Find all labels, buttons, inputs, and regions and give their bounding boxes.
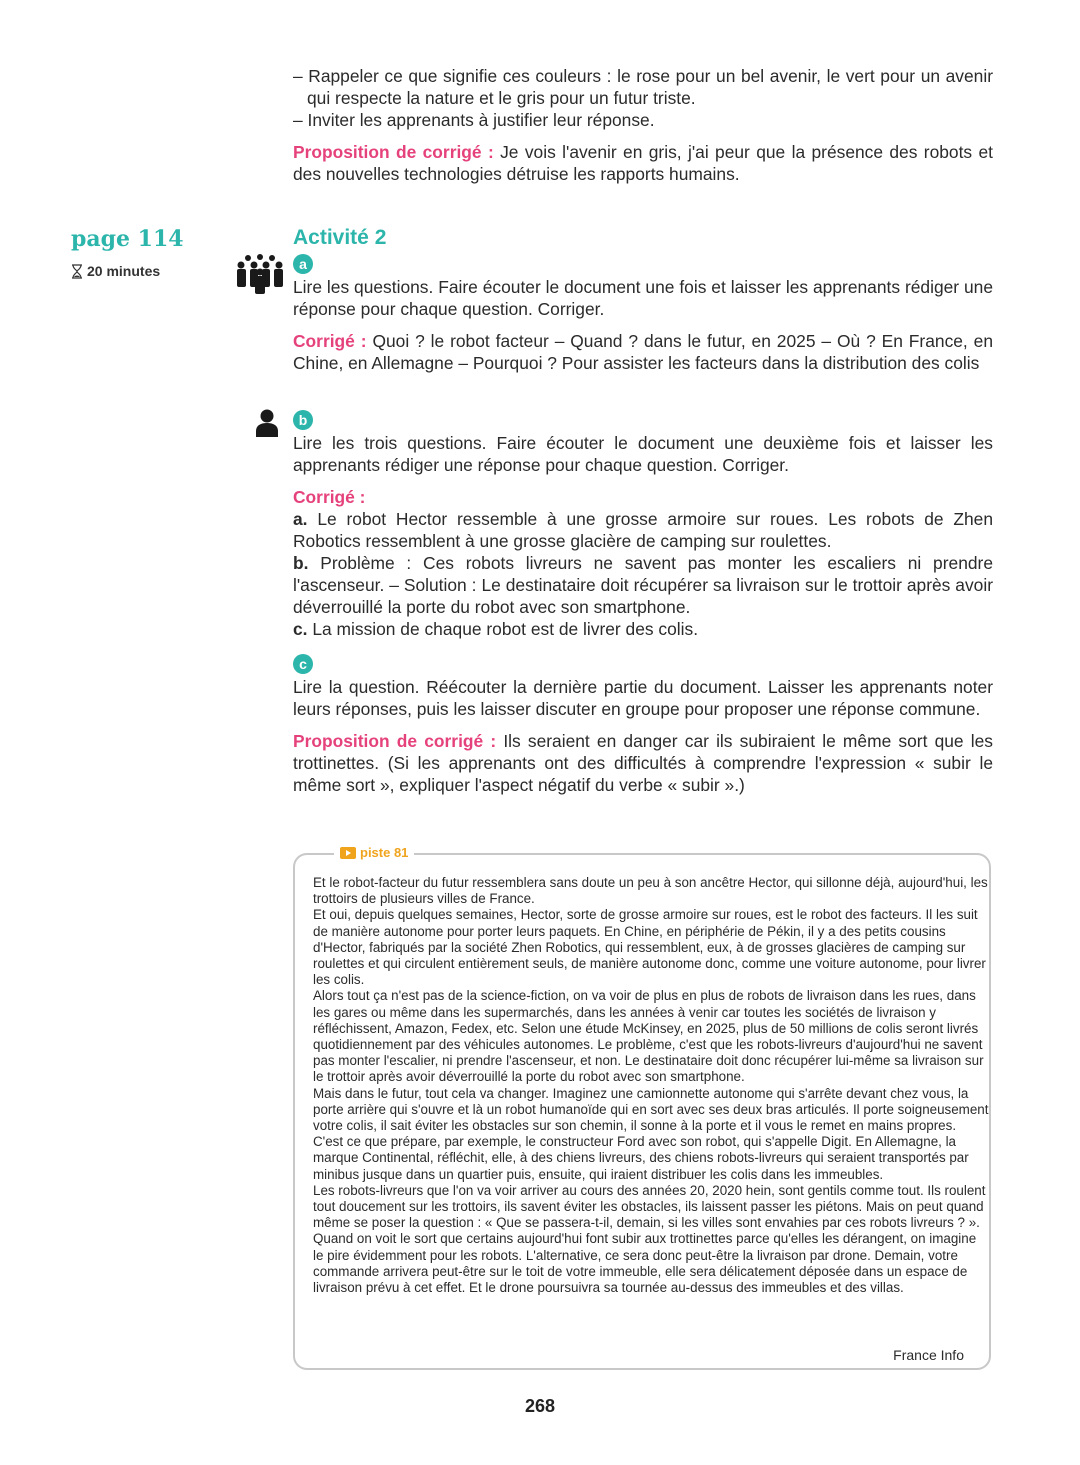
transcript-paragraph: Mais dans le futur, tout cela va changer. Imaginez une camionnette autonome qui s'arrête devant chez vous, la porte arrière qui s'ouvre et là un robot humanoïde qui en sort avec ses deux bras articulés. Il porte soigneusement votre colis, il sait éviter les obstacles sur son chemin, il sonne à la porte et il vous le remet en mains propres. C'est ce que prépare, par exemple, le constructeur Ford avec son robot, qui s'appelle Digit. En Allemagne, la marque Continental, réfléchit, elle, à des chiens livreurs, des chiens robots-livreurs qui seraient transportés par minibus jusque dans un quartier puis, ensuite, qui iraient distribuer les colis dans les immeubles. [313, 1085, 989, 1182]
part-badge-a: a [293, 254, 313, 274]
answer-item [293, 618, 993, 640]
instruction-item: – Rappeler ce que signifie ces couleurs : le rose pour un bel avenir, le vert pour un avenir qui respecte la nature et le gris pour un futur triste. [293, 66, 993, 108]
person-icon [256, 409, 278, 437]
transcript-paragraph: Et oui, depuis quelques semaines, Hector, sorte de grosse armoire sur roues, est le robot des facteurs. Il les suit de manière autonome pour porter leurs paquets. En Chine, en périphérie de Pékin, il y a des petits cousins d'Hector, fabriqués par la société Zhen Robotics, qui ressemblent, eux, à de grosses glacières de camping sur roulettes et qui circulent entièrement seuls, de manière autonome donc, comme une voiture autonome, pour livrer les colis. [313, 907, 986, 988]
part-c [293, 654, 993, 796]
page-reference: page 114 [71, 226, 184, 252]
track-name: piste 81 [360, 845, 409, 860]
part-a [293, 254, 993, 374]
duration-text: 20 minutes [87, 263, 161, 279]
transcript-paragraph: Les robots-livreurs que l'on va voir arriver au cours des années 20, 2020 hein, sont gentils comme tout. Ils roulent tout doucement sur les trottoirs, ils savent éviter les obstacles, ils laissent passer les piétons. Mais on peut quand même se poser la question : « Que se passera-t-il, demain, si les villes sont envahies par ces robots livreurs ? ». Quand on voit le sort que certains aujourd'hui font subir aux trottinettes parce qu'elles les dérangent, on imagine le pire évidemment pour les robots. L'alternative, ce sera donc peut-être la livraison par drone. Demain, votre commande arrivera peut-être sur le toit de votre immeuble, elle sera délicatement déposée dans un espace de livraison prévu à cet effet. Et le drone poursuivra sa tournée au-dessus des immeubles et des villas. [313, 1182, 986, 1296]
answer-letter: a. [293, 509, 308, 529]
answer-text: La mission de chaque robot est de livrer des colis. [307, 619, 699, 639]
duration [71, 263, 160, 279]
instruction: Lire la question. Réécouter la dernière partie du document. Laisser les apprenants noter leurs réponses, puis les laisser discuter en groupe pour proposer une réponse commune. [293, 677, 993, 719]
transcript-paragraph: Alors tout ça n'est pas de la science-fiction, on va voir de plus en plus de robots de livraison dans les rues, dans les gares ou même dans les supermarchés, dans les années à venir car toutes les sociétés de livraison y réfléchissent, Amazon, Fedex, etc. Selon une étude McKinsey, en 2025, plus de 50 millions de colis seront livrés quotidiennement par des véhicules autonomes. Le problème, c'est que les robots-livreurs d'aujourd'hui ne savent pas monter l'escalier, ni prendre l'ascenseur, et non. Le destinataire doit donc récupérer lui-même sa livraison sur le trottoir après avoir déverrouillé la porte du robot avec son smartphone. [313, 988, 984, 1085]
answer-item [293, 508, 993, 552]
answer-letter: b. [293, 553, 309, 573]
answer-text: Je vois l'avenir en gris, j'ai peur que la présence des robots et des nouvelles technologies détruise les rapports humains. [293, 142, 993, 184]
instruction-item: – Inviter les apprenants à justifier leur réponse. [293, 110, 655, 130]
instruction: Lire les trois questions. Faire écouter le document une deuxième fois et laisser les apprenants rédiger une réponse pour chaque question. Corriger. [293, 433, 993, 475]
answer-paragraph [293, 330, 993, 374]
transcript-paragraph: Et le robot-facteur du futur ressemblera sans doute un peu à son ancêtre Hector, qui sillonne déjà, aujourd'hui, les trottoirs de plusieurs villes de France. [313, 875, 988, 907]
answer-text: Le robot Hector ressemble à une grosse armoire sur roues. Les robots de Zhen Robotics ressemblent à une grosse glacière de camping sur roulettes. [293, 509, 993, 551]
part-b [293, 410, 993, 640]
hourglass-icon [71, 264, 83, 279]
play-icon[interactable] [340, 847, 356, 859]
answer-label: Proposition de corrigé : [293, 731, 497, 751]
intro-section [293, 65, 993, 185]
activity-title: Activité 2 [293, 226, 387, 249]
transcript-text [313, 875, 989, 1296]
answer-paragraph [293, 730, 993, 796]
part-badge-c: c [293, 654, 313, 674]
answer-text: Quoi ? le robot facteur – Quand ? dans le futur, en 2025 – Où ? En France, en Chine, en Allemagne – Pourquoi ? Pour assister les facteurs dans la distribution des colis [293, 331, 994, 373]
answer-label: Corrigé : [293, 487, 366, 507]
answer-item [293, 552, 993, 618]
answer-label-line [293, 486, 993, 508]
audio-track-label[interactable] [334, 845, 414, 860]
answer-label: Proposition de corrigé : [293, 142, 494, 162]
answer-text: Problème : Ces robots livreurs ne savent pas monter les escaliers ni prendre l'ascenseur. – Solution : Le destinataire doit récupérer sa livraison sur le trottoir après avoir déverrouillé la porte du robot avec son smartphone. [293, 553, 993, 617]
answer-paragraph [293, 141, 993, 185]
source-credit: France Info [893, 1347, 964, 1363]
answer-letter: c. [293, 619, 308, 639]
answer-label: Corrigé : [293, 331, 367, 351]
instruction: Lire les questions. Faire écouter le document une fois et laisser les apprenants rédiger une réponse pour chaque question. Corriger. [293, 277, 993, 319]
part-badge-b: b [293, 410, 313, 430]
answer-text: Ils seraient en danger car ils subiraient le même sort que les trottinettes. (Si les apprenants ont des difficultés à comprendre l'expression « subir le même sort », expliquer l'aspect négatif du verbe « subir ».) [293, 731, 993, 795]
group-icon [236, 254, 284, 294]
page-number: 268 [524, 1396, 556, 1416]
